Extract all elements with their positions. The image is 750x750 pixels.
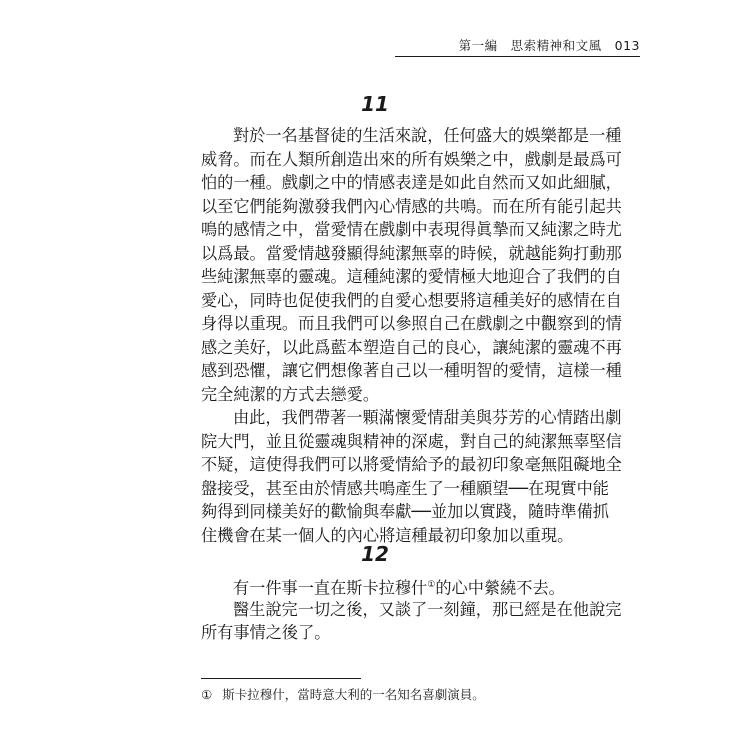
running-header-text: 第一編 思索精神和文風 013	[458, 38, 640, 53]
paragraph-line: 感之美好，以此爲藍本塑造自己的良心，讓純潔的靈魂不再	[201, 337, 622, 357]
paragraph-line: 感到恐懼，讓它們想像著自己以一種明智的愛情，這樣一種	[201, 361, 622, 380]
paragraph-line: 以爲最。當愛情越發顯得純潔無辜的時候，就越能夠打動那	[201, 243, 622, 263]
footnote	[201, 685, 485, 703]
paragraph-line: 院大門，並且從靈魂與精神的深處，對自己的純潔無辜堅信	[201, 431, 622, 451]
paragraph-line: 住機會在某一個人的內心將這種最初印象加以重現。	[201, 525, 574, 545]
text-segment: 的心中縈繞不去。	[435, 578, 565, 598]
text-segment: 有一件事一直在斯卡拉穆什	[233, 578, 428, 598]
paragraph-line: 身得以重現。而且我們可以參照自己在戲劇之中觀察到的情	[201, 314, 622, 333]
paragraph-line: 所有事情之後了。	[201, 623, 331, 642]
paragraph-line: 怕的一種。戲劇之中的情感表達是如此自然而又如此細膩，	[201, 173, 622, 192]
footnote-text: 斯卡拉穆什，當時意大利的一名知名喜劇演員。	[222, 687, 485, 702]
paragraph-line: 以至它們能夠激發我們內心情感的共鳴。而在所有能引起共	[201, 196, 622, 216]
paragraph-line: 夠得到同樣美好的歡愉與奉獻──並加以實踐，隨時準備抓	[201, 502, 609, 521]
paragraph-line: 完全純潔的方式去戀愛。	[201, 384, 380, 404]
section-11-body	[201, 124, 622, 547]
paragraph-line: 些純潔無辜的靈魂。這種純潔的愛情極大地迎合了我們的自	[201, 267, 622, 286]
footnote-reference[interactable]: ①	[427, 580, 436, 590]
paragraph-line: 盤接受，甚至由於情感共鳴產生了一種願望──在現實中能	[201, 478, 609, 498]
section-number-11: 11	[361, 92, 389, 116]
footnote-marker: ①	[201, 687, 213, 702]
section-12-body	[201, 574, 622, 645]
section-number-12: 12	[361, 542, 389, 566]
paragraph-line: 鳴的感情之中，當愛情在戲劇中表現得眞摯而又純潔之時尤	[201, 220, 622, 239]
running-header	[395, 34, 640, 57]
paragraph-line	[201, 574, 591, 598]
paragraph-line: 不疑，這使得我們可以將愛情給予的最初印象毫無阻礙地全	[201, 455, 622, 474]
paragraph-line: 由此，我們帶著一顆滿懷愛情甜美與芬芳的心情踏出劇	[233, 408, 622, 427]
paragraph-line: 對於一名基督徒的生活來說，任何盛大的娛樂都是一種	[233, 126, 622, 145]
footnote-divider	[201, 678, 361, 679]
paragraph-line: 醫生說完一切之後，又談了一刻鐘，那已經是在他說完	[233, 599, 622, 619]
paragraph-line: 愛心，同時也促使我們的自愛心想要將這種美好的感情在自	[201, 290, 622, 310]
paragraph-line: 威脅。而在人類所創造出來的所有娛樂之中，戲劇是最爲可	[201, 149, 622, 169]
